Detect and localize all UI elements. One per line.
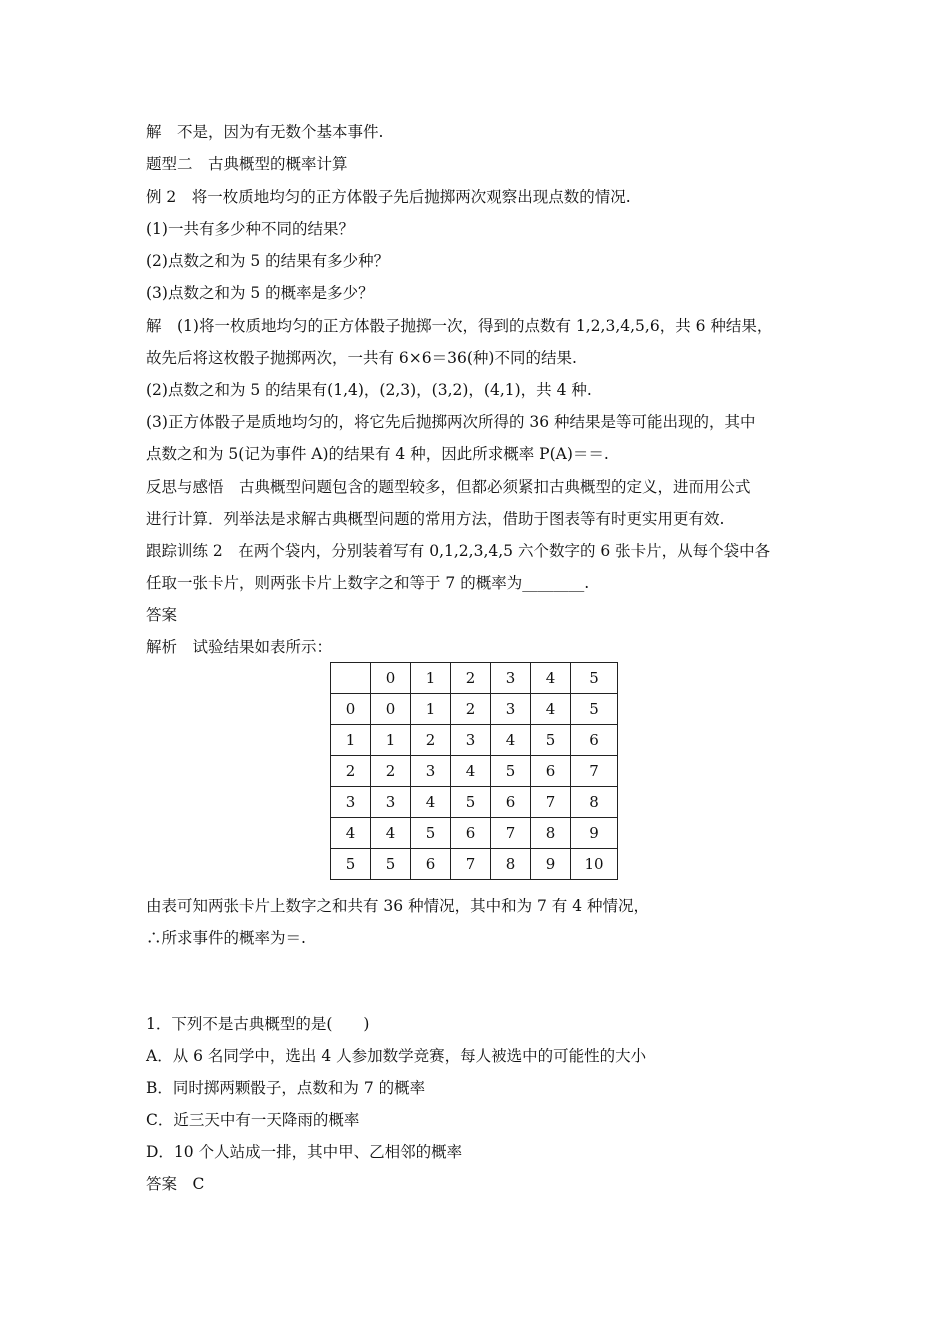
text-line: (2)点数之和为 5 的结果有(1,4)，(2,3)，(3,2)，(4,1)，共 4 种. — [146, 381, 592, 399]
table-row — [331, 849, 618, 880]
table-cell: 5 — [571, 663, 618, 694]
table-cell: 6 — [531, 756, 571, 787]
table-cell: 5 — [571, 694, 618, 725]
table-cell: 2 — [371, 756, 411, 787]
table-cell: 4 — [451, 756, 491, 787]
results-table — [330, 662, 618, 880]
example-title: 例 2 将一枚质地均匀的正方体骰子先后抛掷两次观察出现点数的情况. — [146, 188, 631, 206]
text-line: 任取一张卡片，则两张卡片上数字之和等于 7 的概率为________. — [146, 574, 590, 592]
table-cell: 7 — [451, 849, 491, 880]
table-row — [331, 663, 618, 694]
table-cell: 6 — [571, 725, 618, 756]
table-cell: 7 — [531, 787, 571, 818]
table-cell: 7 — [491, 818, 531, 849]
table-cell: 2 — [411, 725, 451, 756]
table-cell: 2 — [451, 663, 491, 694]
table-row — [331, 694, 618, 725]
option-c: C．近三天中有一天降雨的概率 — [146, 1111, 360, 1129]
table-cell: 5 — [451, 787, 491, 818]
table-cell: 2 — [331, 756, 371, 787]
table-cell: 10 — [571, 849, 618, 880]
table-cell: 3 — [371, 787, 411, 818]
option-a: A．从 6 名同学中，选出 4 人参加数学竞赛，每人被选中的可能性的大小 — [146, 1047, 647, 1065]
option-d: D．10 个人站成一排，其中甲、乙相邻的概率 — [146, 1143, 463, 1161]
table-cell: 4 — [371, 818, 411, 849]
question-stem: 1．下列不是古典概型的是( ) — [146, 1015, 370, 1033]
table-row — [331, 725, 618, 756]
table-cell: 1 — [331, 725, 371, 756]
table-cell: 1 — [411, 663, 451, 694]
table-row — [331, 787, 618, 818]
text-line: 反思与感悟 古典概型问题包含的题型较多，但都必须紧扣古典概型的定义，进而用公式 — [146, 478, 751, 496]
table-row — [331, 818, 618, 849]
table-cell: 0 — [371, 694, 411, 725]
text-line: 跟踪训练 2 在两个袋内，分别装着写有 0,1,2,3,4,5 六个数字的 6 张卡片，从每个袋中各 — [146, 542, 771, 560]
table-cell: 9 — [571, 818, 618, 849]
table-row — [331, 756, 618, 787]
table-cell: 5 — [531, 725, 571, 756]
table-cell: 4 — [491, 725, 531, 756]
text-line: 由表可知两张卡片上数字之和共有 36 种情况，其中和为 7 有 4 种情况， — [146, 897, 650, 915]
option-b: B．同时掷两颗骰子，点数和为 7 的概率 — [146, 1079, 426, 1097]
table-cell: 5 — [491, 756, 531, 787]
table-cell: 8 — [571, 787, 618, 818]
answer-label: 答案 — [146, 606, 178, 624]
table-cell: 3 — [451, 725, 491, 756]
table-cell: 4 — [331, 818, 371, 849]
text-line: ∴所求事件的概率为＝. — [146, 929, 306, 947]
table-cell: 5 — [411, 818, 451, 849]
table-cell: 8 — [491, 849, 531, 880]
text-line: 进行计算．列举法是求解古典概型问题的常用方法，借助于图表等有时更实用更有效. — [146, 510, 725, 528]
table-cell: 4 — [411, 787, 451, 818]
answer-line: 答案 C — [146, 1175, 205, 1193]
text-line: 点数之和为 5(记为事件 A)的结果有 4 种，因此所求概率 P(A)＝＝. — [146, 445, 609, 463]
table-cell: 9 — [531, 849, 571, 880]
table-cell: 4 — [531, 663, 571, 694]
table-cell: 0 — [331, 694, 371, 725]
table-cell: 5 — [331, 849, 371, 880]
table-cell: 3 — [491, 663, 531, 694]
text-line: 解 (1)将一枚质地均匀的正方体骰子抛掷一次，得到的点数有 1,2,3,4,5,6，共 6 种结果， — [146, 317, 773, 335]
text-line: (1)一共有多少种不同的结果？ — [146, 220, 354, 238]
text-line: (3)点数之和为 5 的概率是多少？ — [146, 284, 374, 302]
table-cell — [331, 663, 371, 694]
section-heading: 题型二 古典概型的概率计算 — [146, 155, 348, 173]
table-cell: 3 — [411, 756, 451, 787]
table-cell: 3 — [331, 787, 371, 818]
table-cell: 6 — [491, 787, 531, 818]
table-cell: 6 — [411, 849, 451, 880]
table-cell: 7 — [571, 756, 618, 787]
table-cell: 5 — [371, 849, 411, 880]
table-cell: 2 — [451, 694, 491, 725]
text-line: 解析 试验结果如表所示： — [146, 638, 333, 656]
text-line: 故先后将这枚骰子抛掷两次，一共有 6×6＝36(种)不同的结果. — [146, 349, 577, 367]
text-line: (2)点数之和为 5 的结果有多少种？ — [146, 252, 390, 270]
table-cell: 4 — [531, 694, 571, 725]
table-cell: 1 — [411, 694, 451, 725]
table-cell: 0 — [371, 663, 411, 694]
table-cell: 1 — [371, 725, 411, 756]
table-cell: 8 — [531, 818, 571, 849]
table-cell: 6 — [451, 818, 491, 849]
text-line: (3)正方体骰子是质地均匀的，将它先后抛掷两次所得的 36 种结果是等可能出现的，其中 — [146, 413, 756, 431]
table-cell: 3 — [491, 694, 531, 725]
text-line: 解 不是，因为有无数个基本事件. — [146, 123, 384, 141]
